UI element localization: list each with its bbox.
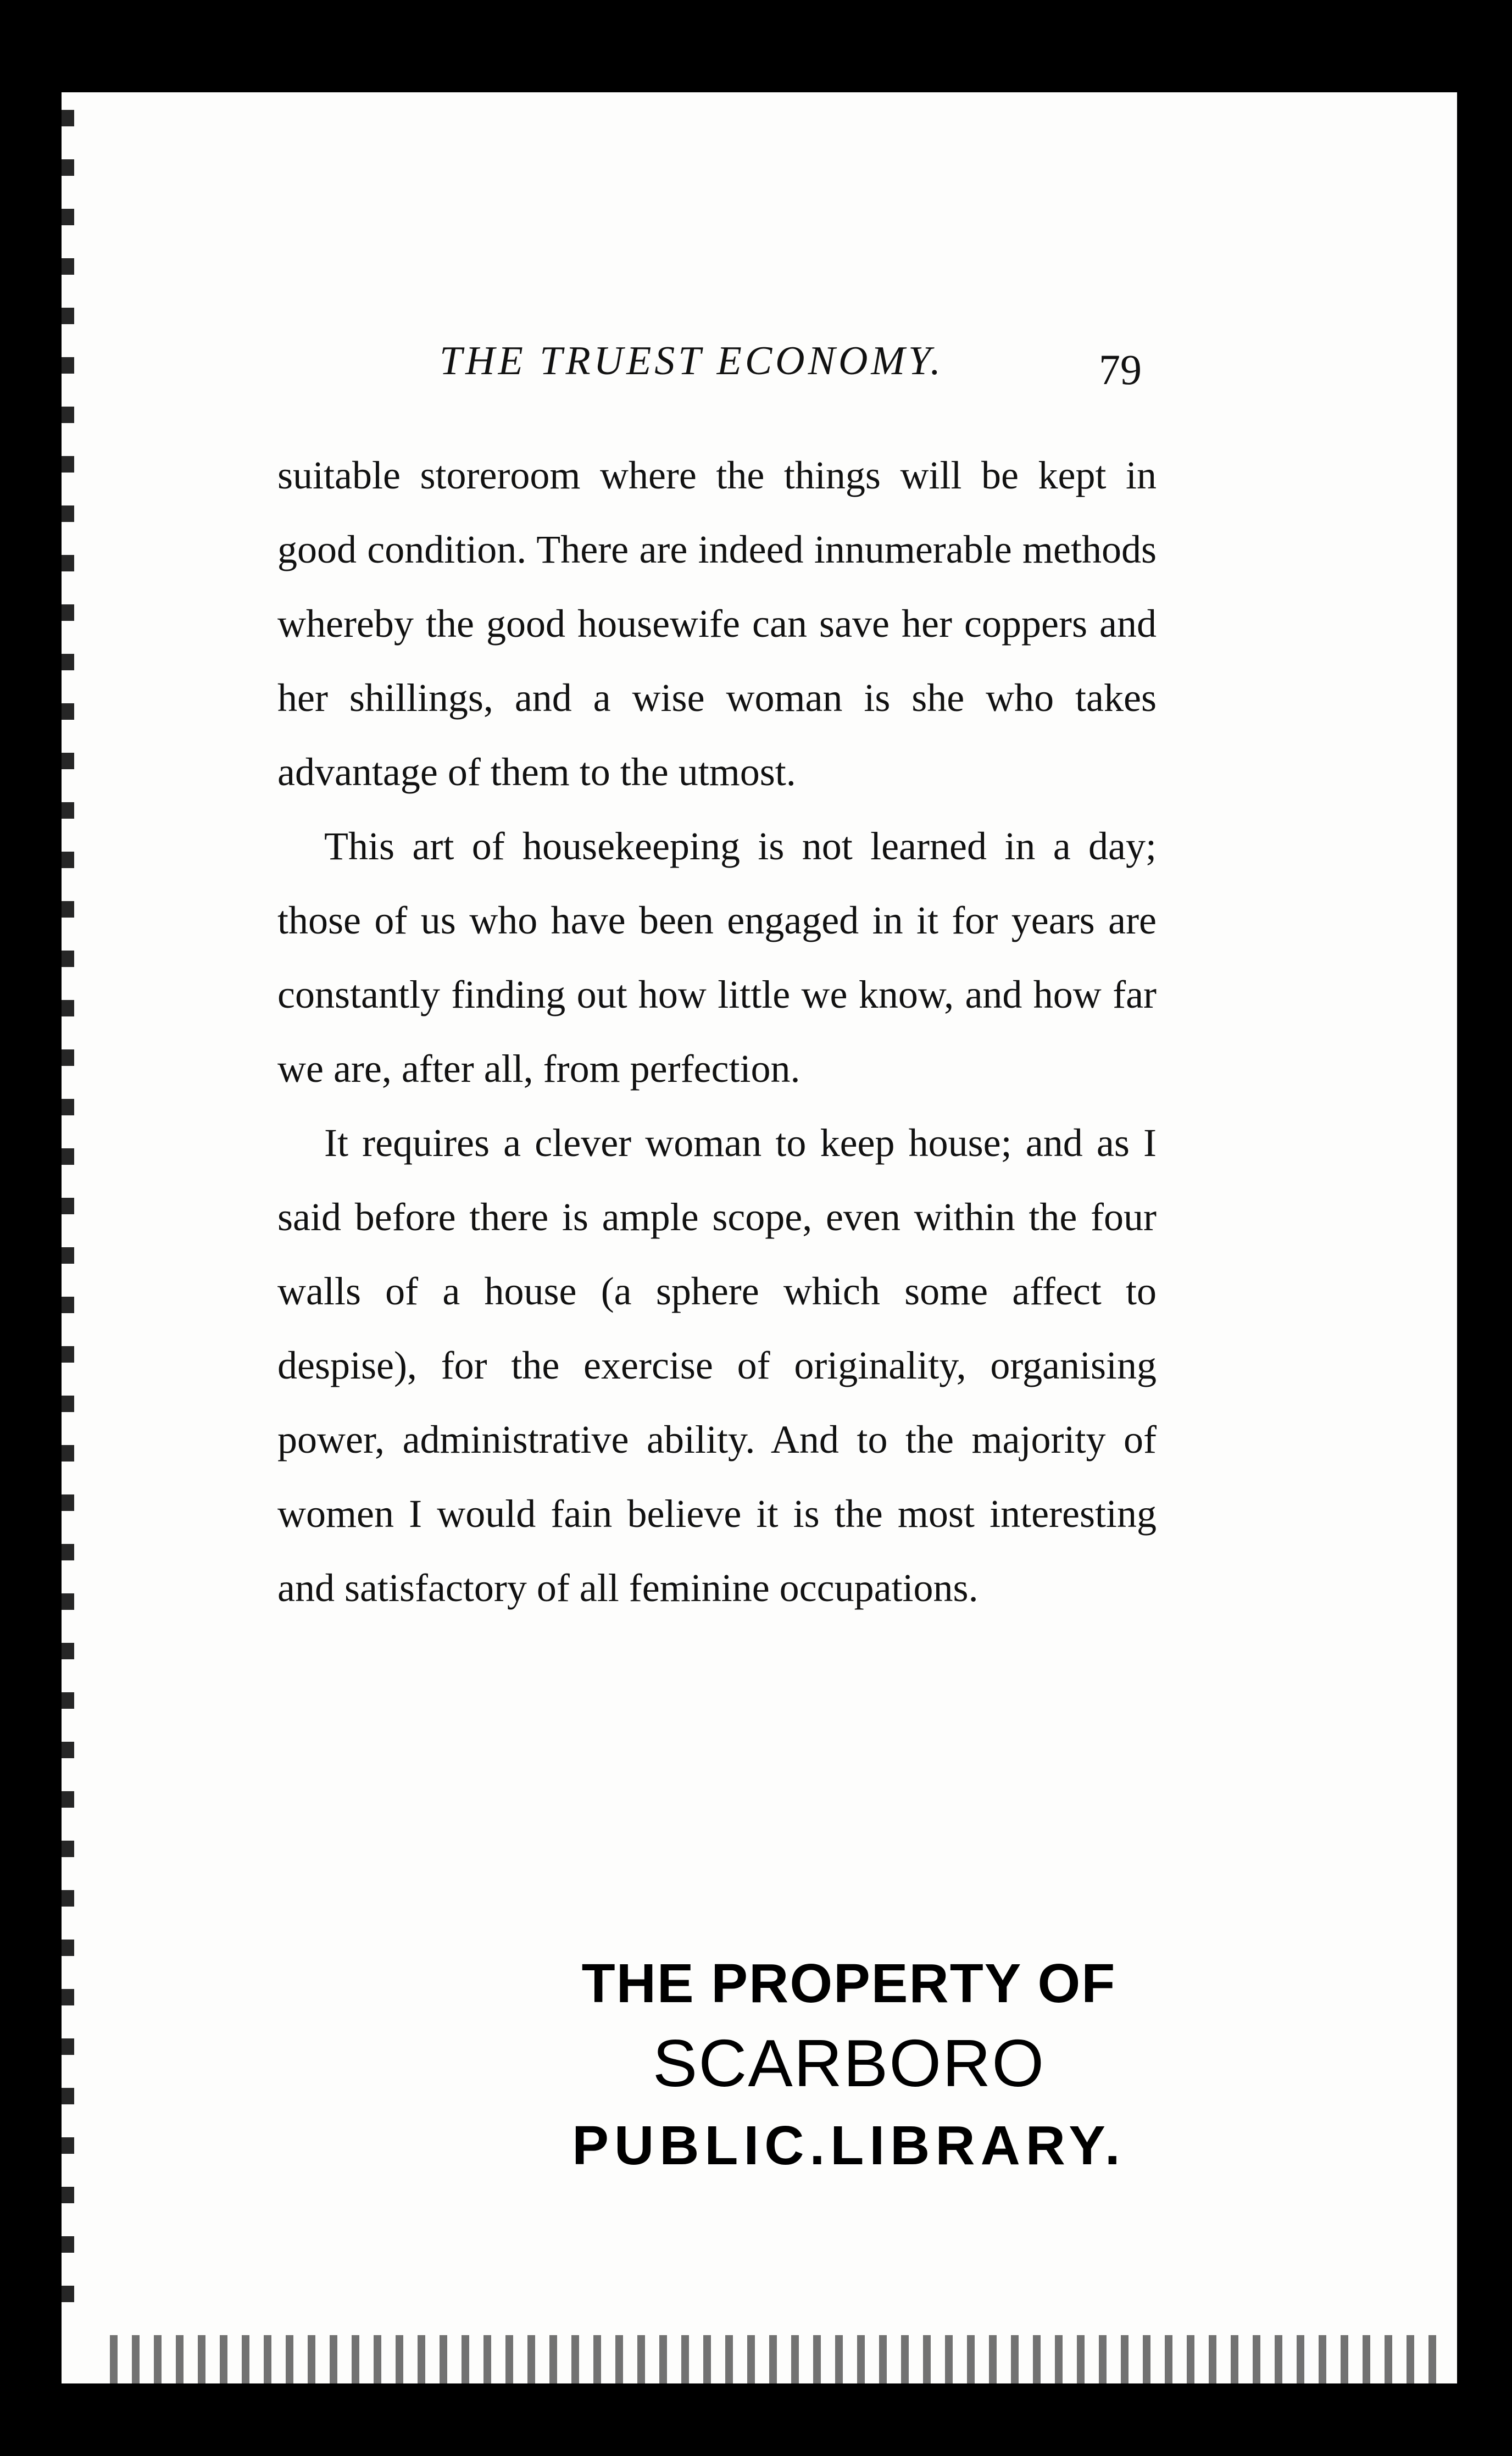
paragraph-3: It requires a clever woman to keep house; and as I said before there is ample scope, even within the four walls of a house (a sphere which some affect to despise), for the exercise of originality, organising power, administrative ability. And to the majority of women I would fain believe it is the most interesting and satisfactory of all feminine occupations. (277, 1121, 1157, 1610)
paragraph-2: This art of housekeeping is not learned in a day; those of us who have been engaged in it for years are constantly finding out how little we know, and how far we are, after all, from perfection. (277, 824, 1157, 1091)
running-head: THE TRUEST ECONOMY. (440, 338, 944, 384)
page-number: 79 (1099, 346, 1142, 393)
library-stamp (538, 1945, 1159, 2187)
body-text (277, 438, 1157, 1625)
page-edge-bottom (110, 2335, 1439, 2385)
stamp-line-1: THE PROPERTY OF (581, 1953, 1116, 2014)
stamp-line-3: PUBLIC.LIBRARY. (572, 2115, 1126, 2176)
page-edge-left (52, 110, 74, 2319)
stamp-line-2: SCARBORO (652, 2026, 1046, 2101)
paragraph-1: suitable storeroom where the things will be kept in good condition. There are indeed innumerable methods whereby the good housewife can save her coppers and her shillings, and a wise woman is she who takes advantage of them to the utmost. (277, 453, 1157, 794)
